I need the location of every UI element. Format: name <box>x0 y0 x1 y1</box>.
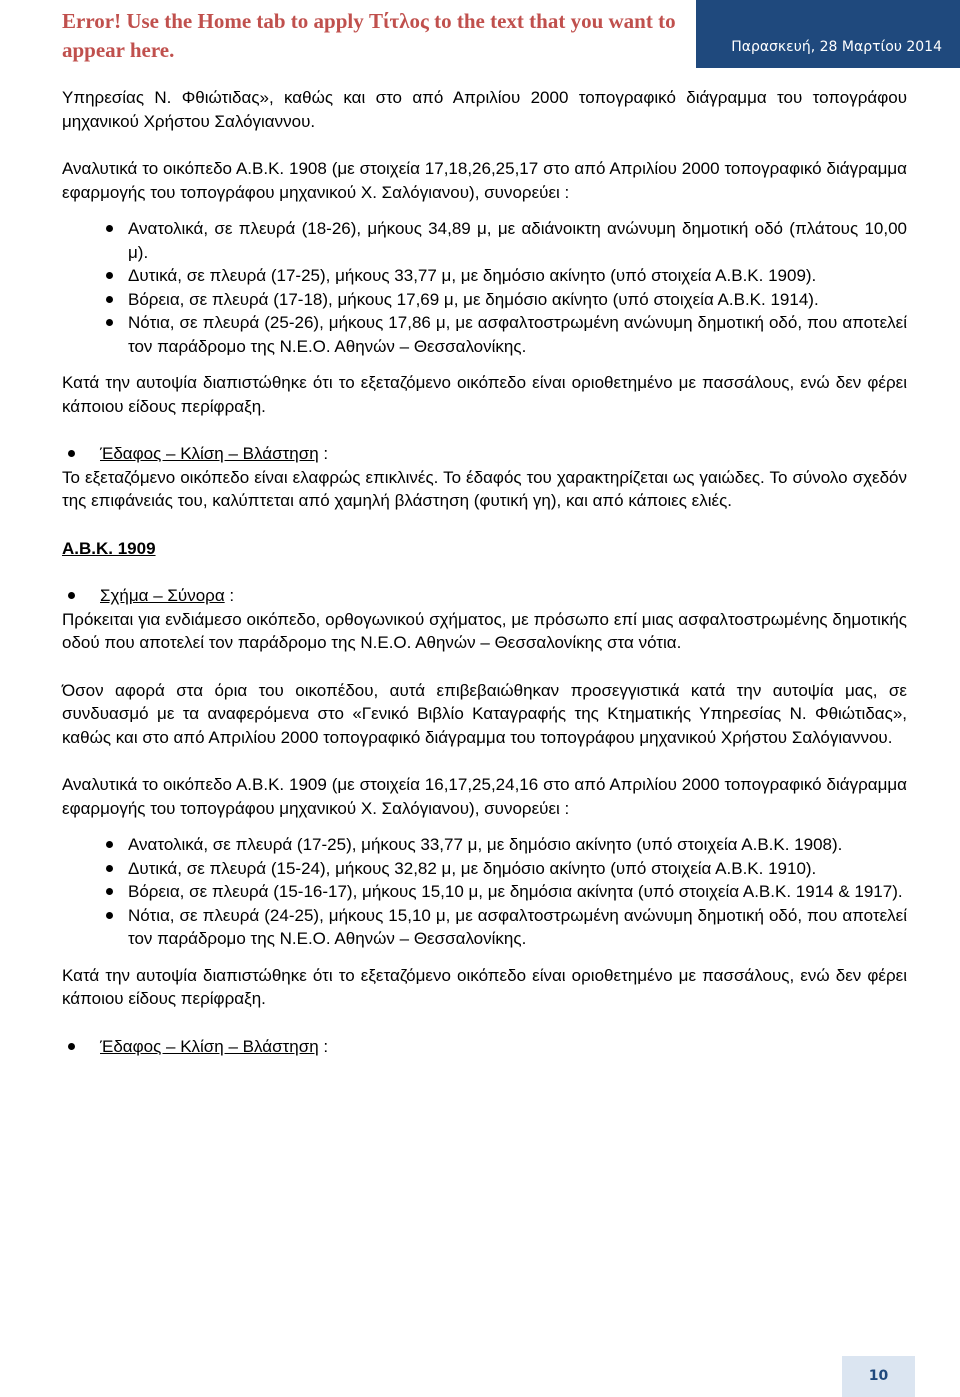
paragraph: Όσον αφορά στα όρια του οικοπέδου, αυτά επιβεβαιώθηκαν προσεγγιστικά κατά την αυτοψία μας, σε συνδυασμό με τα αναφερόμενα στο «Γενικό Βιβλίο Καταγραφής της Κτηματικής Υπηρεσίας Ν. Φθιώτιδας», καθώς και στο από Απριλίου 2000 τοπογραφικό διάγραμμα του τοπογράφου μηχανικού Χρήστου Σαλόγιαννου. <box>62 680 907 747</box>
boundaries-list <box>62 217 907 358</box>
subheading-list <box>62 1035 907 1059</box>
subheading-list <box>62 584 907 608</box>
bullet-icon <box>106 319 113 326</box>
list-item-text: Νότια, σε πλευρά (25-26), μήκους 17,86 μ, με ασφαλτοστρωμένη ανώνυμη δημοτική οδό, που αποτελεί τον παράδρομο της Ν.Ε.Ο. Αθηνών – Θεσσαλονίκης. <box>128 313 907 356</box>
bullet-icon <box>106 225 113 232</box>
header-date-area <box>696 0 960 68</box>
paragraph: Το εξεταζόμενο οικόπεδο είναι ελαφρώς επικλινές. Το έδαφός του χαρακτηρίζεται ως γαιώδες. Το σύνολο σχεδόν της επιφάνειάς του, καλύπτεται από χαμηλή βλάστηση (φυτική γη), και από κάποιες ελιές. <box>62 467 907 510</box>
header-title: Error! Use the Home tab to apply Τίτλος to the text that you want to appear here. <box>62 9 676 62</box>
subheading <box>62 584 907 608</box>
paragraph: Πρόκειται για ενδιάμεσο οικόπεδο, ορθογωνικού σχήματος, με πρόσωπο επί μιας ασφαλτοστρωμένης δημοτικής οδού που αποτελεί τον παράδρομο της Ν.Ε.Ο. Αθηνών – Θεσσαλονίκης στα νότια. <box>62 609 907 652</box>
subheading-suffix: : <box>318 444 329 463</box>
subheading <box>62 442 907 466</box>
paragraph: Αναλυτικά το οικόπεδο Α.Β.Κ. 1909 (με στοιχεία 16,17,25,24,16 στο από Απριλίου 2000 τοπογραφικό διάγραμμα εφαρμογής του τοπογράφου μηχανικού Χ. Σαλόγιανου), συνορεύει : <box>62 775 907 818</box>
page-number-box <box>842 1356 915 1397</box>
list-item <box>62 217 907 264</box>
header-date: Παρασκευή, 28 Μαρτίου 2014 <box>731 39 942 55</box>
list-item <box>62 288 907 312</box>
header-title-area <box>0 0 696 68</box>
bullet-icon <box>106 296 113 303</box>
bullet-icon <box>106 865 113 872</box>
subheading-suffix: : <box>318 1036 329 1056</box>
bullet-icon <box>106 272 113 279</box>
list-item-text: Δυτικά, σε πλευρά (17-25), μήκους 33,77 μ, με δημόσιο ακίνητο (υπό στοιχεία Α.Β.Κ. 1909). <box>128 266 817 285</box>
page-header <box>0 0 960 68</box>
bullet-icon <box>106 841 113 848</box>
bullet-icon <box>68 592 75 599</box>
list-item-text: Βόρεια, σε πλευρά (17-18), μήκους 17,69 μ, με δημόσιο ακίνητο (υπό στοιχεία Α.Β.Κ. 1914). <box>128 289 819 309</box>
list-item-text: Βόρεια, σε πλευρά (15-16-17), μήκους 15,10 μ, με δημόσια ακίνητα (υπό στοιχεία Α.Β.Κ. 1914 & 1917). <box>128 882 903 901</box>
paragraph: Κατά την αυτοψία διαπιστώθηκε ότι το εξεταζόμενο οικόπεδο είναι οριοθετημένο με πασσάλους, ενώ δεν φέρει κάποιου είδους περίφραξη. <box>62 965 907 1008</box>
list-item <box>62 311 907 358</box>
subheading-list <box>62 442 907 466</box>
bullet-icon <box>68 1043 75 1050</box>
bullet-icon <box>106 912 113 919</box>
page-number: 10 <box>868 1368 889 1384</box>
list-item-text: Ανατολικά, σε πλευρά (17-25), μήκους 33,77 μ, με δημόσιο ακίνητο (υπό στοιχεία Α.Β.Κ. 1908). <box>128 835 843 854</box>
list-item-text: Νότια, σε πλευρά (24-25), μήκους 15,10 μ, με ασφαλτοστρωμένη ανώνυμη δημοτική οδό, που αποτελεί τον παράδρομο της Ν.Ε.Ο. Αθηνών – Θεσσαλονίκης. <box>128 905 907 948</box>
paragraph: Κατά την αυτοψία διαπιστώθηκε ότι το εξεταζόμενο οικόπεδο είναι οριοθετημένο με πασσάλους, ενώ δεν φέρει κάποιου είδους περίφραξη. <box>62 373 907 416</box>
paragraph: Υπηρεσίας Ν. Φθιώτιδας», καθώς και στο από Απριλίου 2000 τοπογραφικό διάγραμμα του τοπογράφου μηχανικού Χρήστου Σαλόγιαννου. <box>62 88 907 131</box>
document-body <box>62 86 907 1058</box>
list-item <box>62 857 907 881</box>
section-title: Α.Β.Κ. 1909 <box>62 538 156 558</box>
bullet-icon <box>106 888 113 895</box>
paragraph: Αναλυτικά το οικόπεδο Α.Β.Κ. 1908 (με στοιχεία 17,18,26,25,17 στο από Απριλίου 2000 τοπογραφικό διάγραμμα εφαρμογής του τοπογράφου μηχανικού Χ. Σαλόγιανου), συνορεύει : <box>62 159 907 202</box>
list-item-text: Δυτικά, σε πλευρά (15-24), μήκους 32,82 μ, με δημόσιο ακίνητο (υπό στοιχεία Α.Β.Κ. 1910). <box>128 858 817 878</box>
bullet-icon <box>68 450 75 457</box>
list-item-text: Ανατολικά, σε πλευρά (18-26), μήκους 34,89 μ, με αδιάνοικτη ανώνυμη δημοτική οδό (πλάτους 10,00 μ). <box>128 219 907 262</box>
list-item <box>62 904 907 951</box>
subheading-text: Σχήμα – Σύνορα <box>100 586 225 605</box>
list-item <box>62 833 907 857</box>
list-item <box>62 264 907 288</box>
boundaries-list <box>62 833 907 951</box>
subheading <box>62 1035 907 1059</box>
subheading-text: Έδαφος – Κλίση – Βλάστηση <box>100 1036 319 1056</box>
subheading-text: Έδαφος – Κλίση – Βλάστηση <box>100 444 319 463</box>
subheading-suffix: : <box>224 586 235 605</box>
list-item <box>62 880 907 904</box>
